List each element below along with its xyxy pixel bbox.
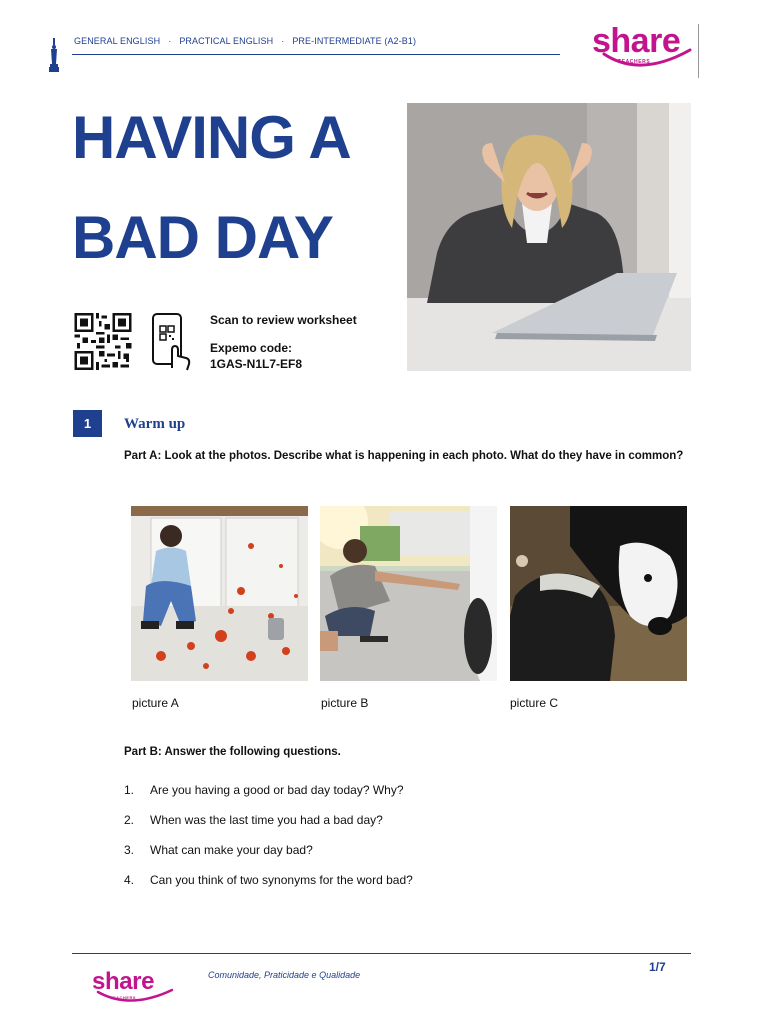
footer-divider [72,953,691,954]
question-number: 4. [124,873,135,887]
picture-a-photo [131,506,308,681]
part-b-instruction: Part B: Answer the following questions. [124,746,341,758]
expemo-code-label: Expemo code: [210,341,293,355]
scan-instruction: Scan to review worksheet [210,313,357,327]
picture-b-caption: picture B [321,696,369,710]
part-a-instruction: Part A: Look at the photos. Describe what is happening in each photo. What do they have in common? [124,450,684,462]
logo-subtext: TEACHERS [618,59,651,65]
page-number: 1/7 [649,960,666,974]
qr-code-icon [73,313,133,370]
question-item [124,783,404,797]
question-text: Can you think of two synonyms for the word bad? [150,873,413,887]
question-number: 2. [124,813,135,827]
breadcrumb-separator: · [168,36,172,46]
breadcrumb-item-general-english: GENERAL ENGLISH [74,36,161,46]
question-text: What can make your day bad? [150,843,313,857]
breadcrumb-separator: · [281,36,285,46]
breadcrumb [74,36,416,46]
question-text: Are you having a good or bad day today? Why? [150,783,404,797]
scan-info [210,312,357,372]
question-text: When was the last time you had a bad day? [150,813,383,827]
breadcrumb-item-practical-english: PRACTICAL ENGLISH [179,36,274,46]
hero-photo-stressed-woman [407,103,691,371]
page-title [72,88,412,288]
footer-share-logo: share [92,968,155,995]
logo-divider [698,24,699,78]
question-item [124,813,383,827]
picture-c-caption: picture C [510,696,559,710]
share-logo: share [592,22,681,60]
picture-b-photo [320,506,497,681]
section-title: Warm up [124,416,186,432]
question-item [124,843,313,857]
footer-tagline: Comunidade, Praticidade e Qualidade [208,970,361,980]
section-number-badge: 1 [73,410,102,437]
title-line-1: HAVING A [72,104,351,171]
phone-scan-icon [150,312,192,372]
breadcrumb-item-level: PRE-INTERMEDIATE (A2-B1) [292,36,417,46]
question-number: 3. [124,843,135,857]
statue-of-liberty-icon [48,38,60,72]
picture-c-photo [510,506,687,681]
footer-logo-subtext: TEACHERS [110,995,137,1000]
question-number: 1. [124,783,135,797]
header-divider [72,54,560,55]
picture-a-caption: picture A [132,696,179,710]
title-line-2: BAD DAY [72,204,333,271]
question-item [124,873,413,887]
expemo-code-value: 1GAS-N1L7-EF8 [210,357,303,371]
